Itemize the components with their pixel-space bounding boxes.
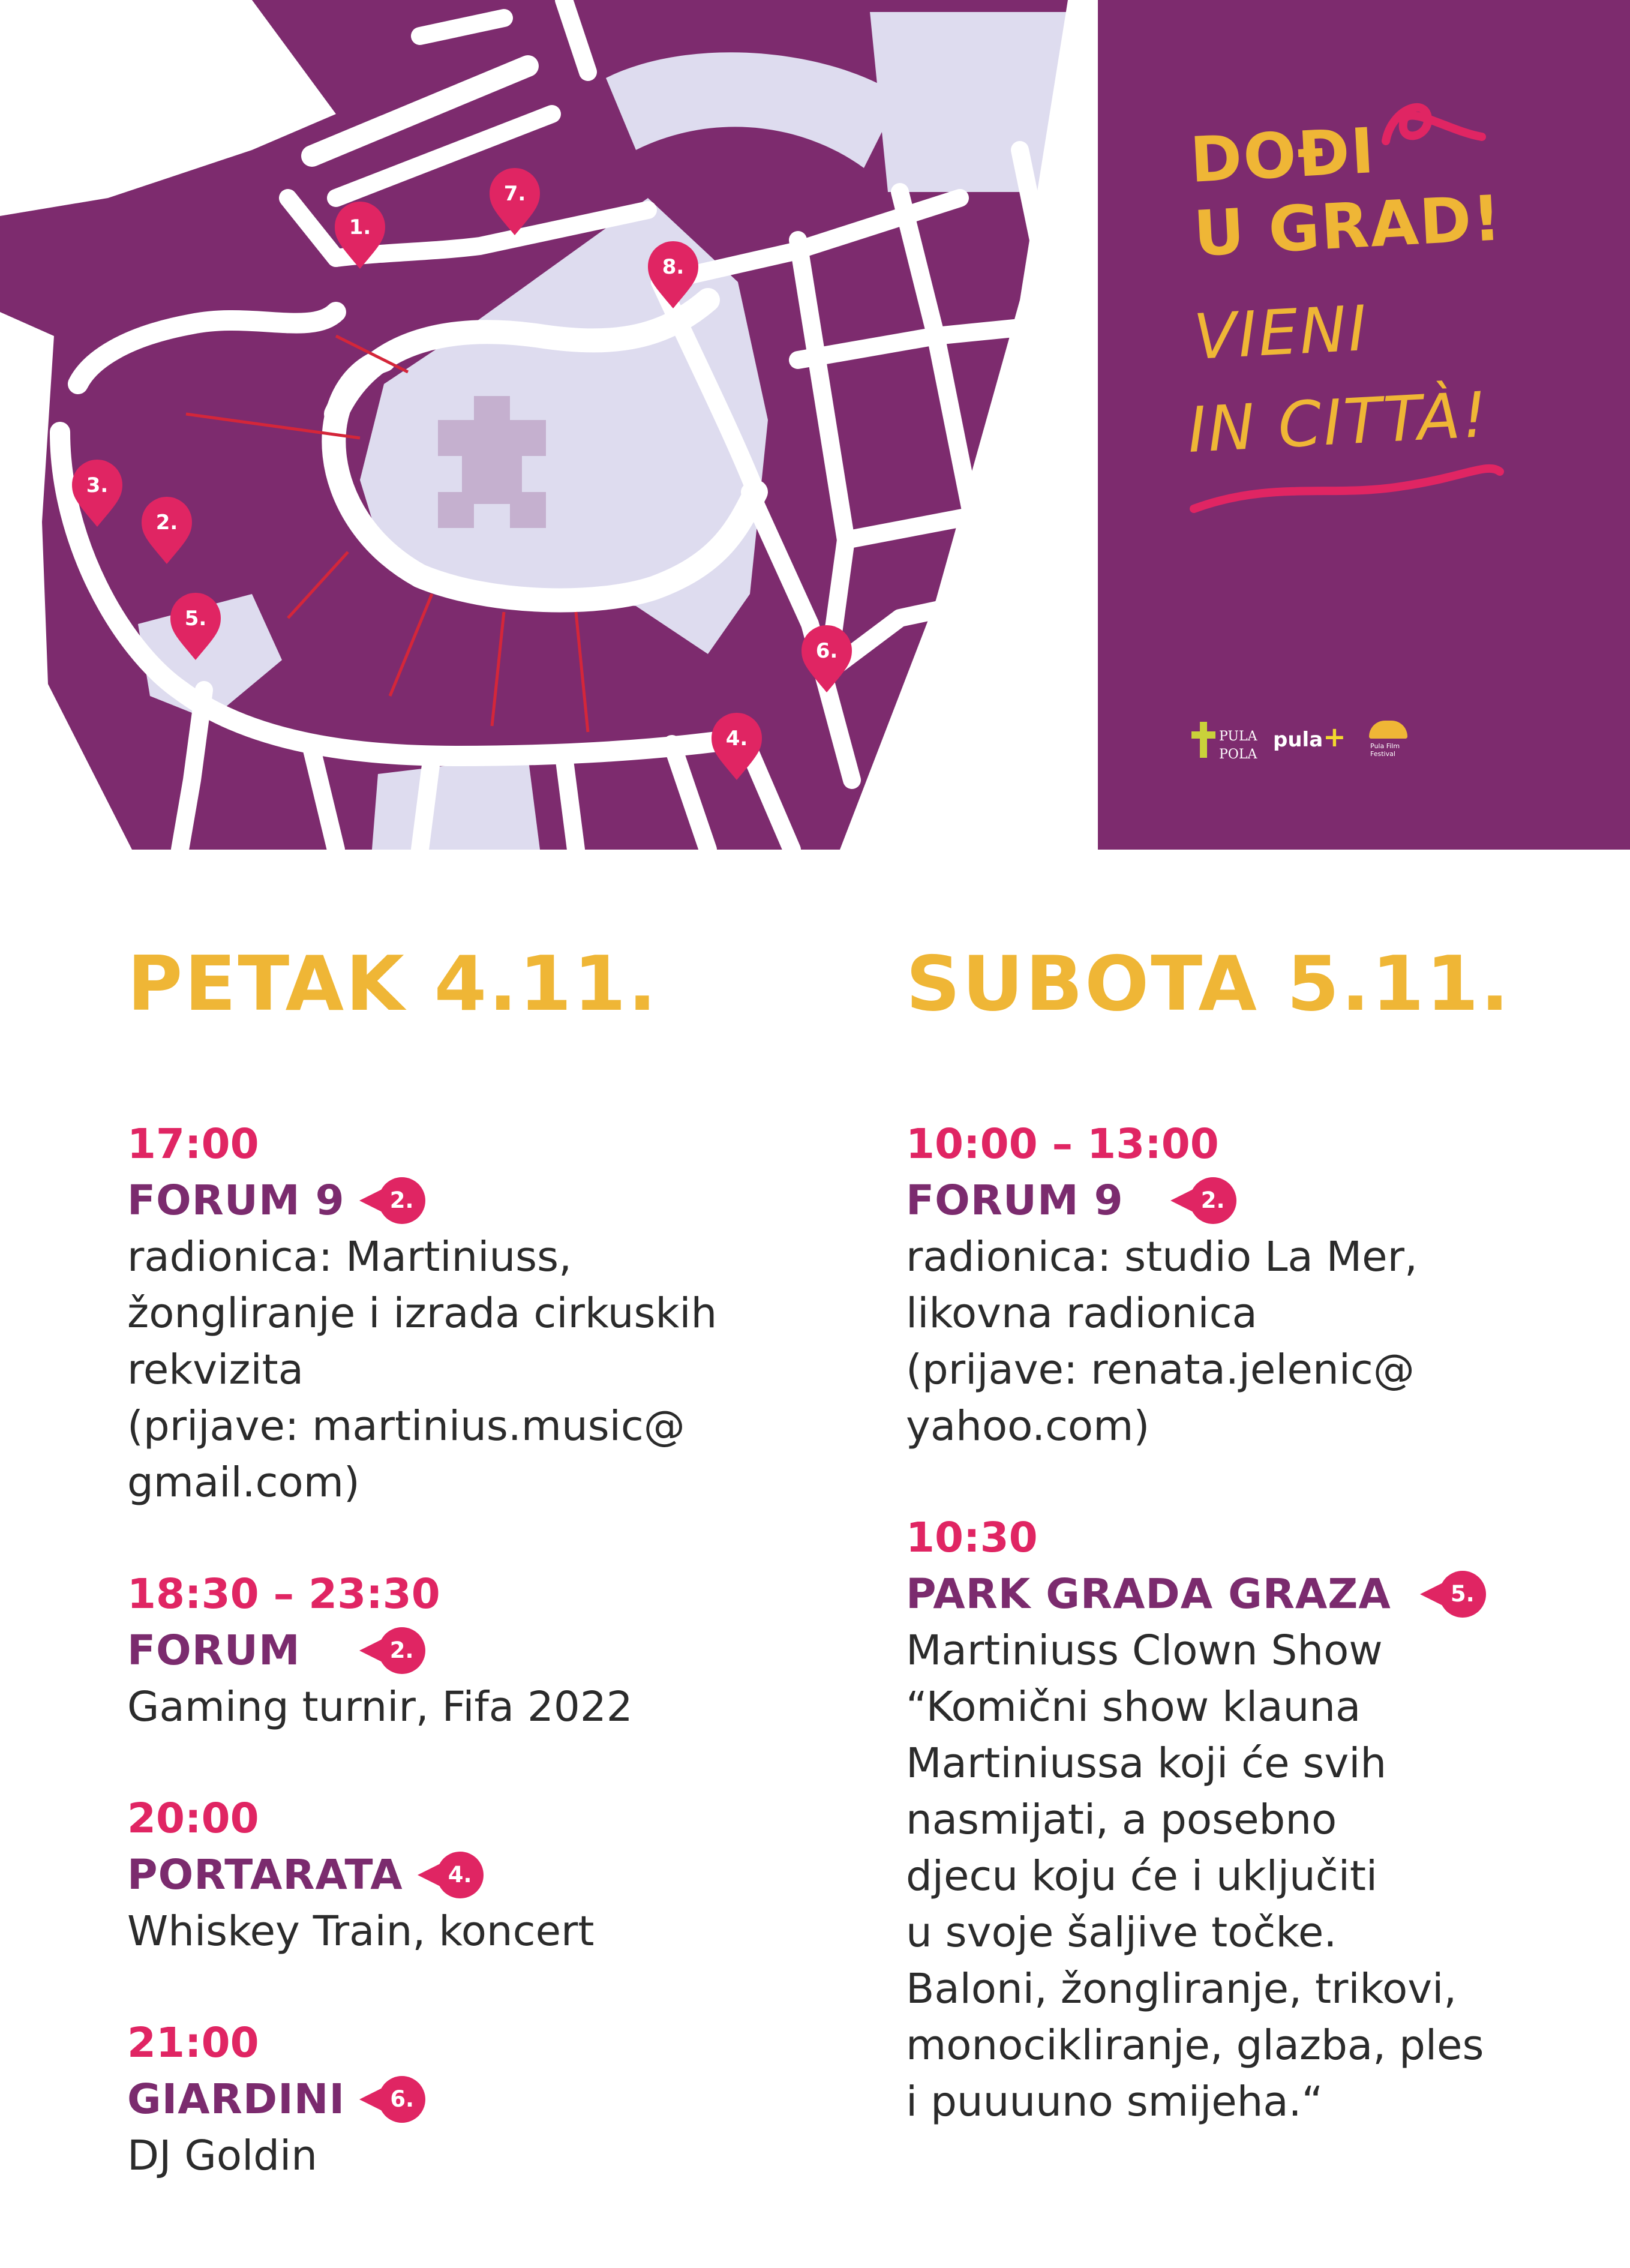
event-description: djecu koju će i uključiti <box>906 1852 1378 1900</box>
event-description: gmail.com) <box>127 1458 360 1507</box>
event-description: (prijave: martinius.music@ <box>127 1402 685 1450</box>
sponsor-logos <box>1187 717 1439 771</box>
venue-row <box>906 1172 1511 1229</box>
event-time: 10:30 <box>906 1513 1038 1562</box>
event-description: “Komični show klauna <box>906 1682 1361 1731</box>
event-item <box>906 1116 1511 1454</box>
event-description: Martiniussa koji će svih <box>906 1739 1387 1787</box>
marker-label: 7. <box>503 182 526 206</box>
pula-city-logo <box>1187 722 1265 770</box>
event-item <box>906 1510 1511 2130</box>
venue-row <box>906 1566 1511 1622</box>
event-venue: PORTARATA <box>127 1850 403 1899</box>
title-line-3: VIENI <box>1191 291 1370 374</box>
event-description: radionica: Martiniuss, <box>127 1232 572 1281</box>
event-item <box>127 1566 717 1735</box>
venue-row <box>127 1172 717 1229</box>
location-marker-icon[interactable]: 2. <box>379 1177 425 1224</box>
pola-logo-text: POLA <box>1219 747 1257 762</box>
marker-label: 8. <box>662 255 685 279</box>
event-description: i puuuuno smijeha.“ <box>906 2077 1323 2126</box>
film-festival-logo <box>1369 717 1417 771</box>
pula-logo-text: PULA <box>1219 729 1257 744</box>
event-description: (prijave: renata.jelenic@ <box>906 1345 1415 1394</box>
day-friday <box>127 940 718 2184</box>
title-line-1: DOĐI <box>1188 113 1377 197</box>
cross-icon <box>1191 722 1215 758</box>
marker-label: 2. <box>155 511 178 535</box>
day-title: PETAK 4.11. <box>127 940 659 1028</box>
event-venue: PARK GRADA GRAZA <box>906 1570 1391 1618</box>
event-description: monocikliranje, glazba, ples <box>906 2021 1484 2069</box>
event-description: DJ Goldin <box>127 2131 317 2180</box>
event-item <box>127 2015 717 2184</box>
day-saturday <box>906 940 1511 2130</box>
location-marker-icon[interactable]: 2. <box>1190 1177 1236 1224</box>
pula-plus-text: pula <box>1273 728 1323 752</box>
title-line-4: IN CITTÀ! <box>1185 377 1491 467</box>
venue-row <box>127 2071 717 2128</box>
marker-label: 5. <box>184 607 207 631</box>
event-description: Baloni, žongliranje, trikovi, <box>906 1964 1457 2013</box>
event-description: žongliranje i izrada cirkuskih <box>127 1289 718 1337</box>
location-marker-icon[interactable]: 6. <box>379 2076 425 2123</box>
event-time: 17:00 <box>127 1120 259 1168</box>
plus-icon: + <box>1323 721 1346 753</box>
event-time: 10:00 – 13:00 <box>906 1120 1219 1168</box>
event-description: u svoje šaljive točke. <box>906 1908 1337 1957</box>
event-description: likovna radionica <box>906 1289 1257 1337</box>
event-time: 21:00 <box>127 2018 259 2067</box>
event-time: 18:30 – 23:30 <box>127 1570 440 1618</box>
location-marker-icon[interactable]: 5. <box>1439 1571 1486 1618</box>
marker-label: 6. <box>815 639 838 663</box>
event-item <box>127 1790 717 1960</box>
day-title: SUBOTA 5.11. <box>906 940 1511 1028</box>
location-marker-icon[interactable]: 4. <box>437 1852 484 1898</box>
event-description: rekvizita <box>127 1345 304 1394</box>
event-venue: GIARDINI <box>127 2075 346 2123</box>
venue-row <box>127 1847 717 1903</box>
event-venue: FORUM 9 <box>906 1176 1124 1225</box>
title-line-2: U GRAD! <box>1191 181 1504 271</box>
event-description: Martiniuss Clown Show <box>906 1626 1383 1675</box>
venue-row <box>127 1622 717 1679</box>
event-description: nasmijati, a posebno <box>906 1795 1337 1844</box>
event-description: yahoo.com) <box>906 1402 1150 1450</box>
marker-label: 4. <box>725 727 748 751</box>
event-venue: FORUM <box>127 1626 301 1675</box>
event-item <box>127 1116 717 1511</box>
schedule <box>0 850 1630 2268</box>
event-description: radionica: studio La Mer, <box>906 1232 1418 1281</box>
pula-plus-logo <box>1273 721 1346 753</box>
event-venue: FORUM 9 <box>127 1176 345 1225</box>
event-time: 20:00 <box>127 1794 259 1843</box>
event-description: Whiskey Train, koncert <box>127 1907 595 1955</box>
arena-icon <box>1369 721 1407 739</box>
marker-label: 1. <box>349 215 371 239</box>
marker-label: 3. <box>86 473 109 497</box>
festival-text: Pula Film Festival <box>1370 742 1400 758</box>
event-description: Gaming turnir, Fifa 2022 <box>127 1682 633 1731</box>
map-panel <box>0 0 1630 850</box>
location-marker-icon[interactable]: 2. <box>379 1627 425 1674</box>
